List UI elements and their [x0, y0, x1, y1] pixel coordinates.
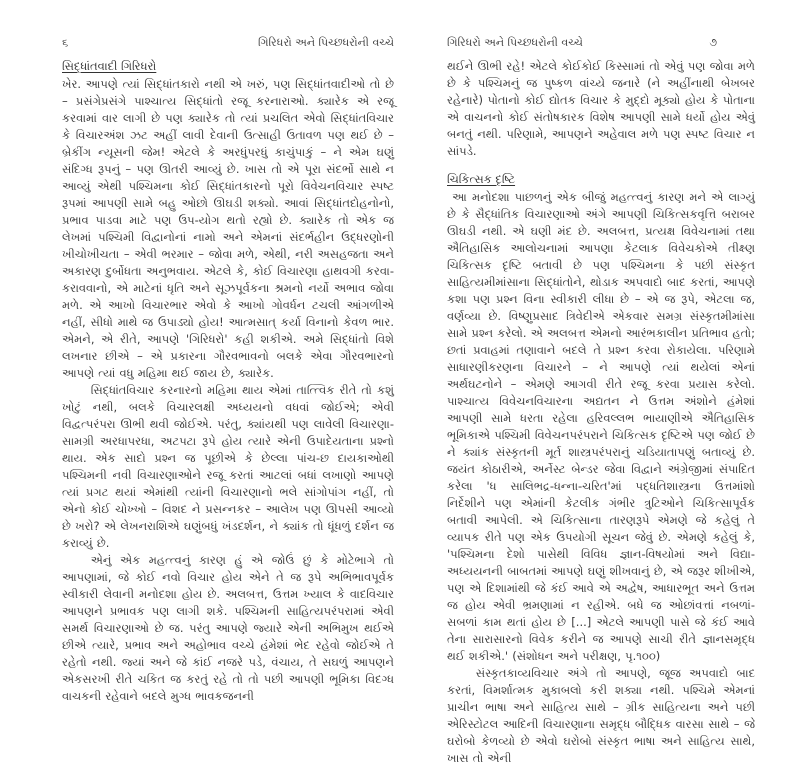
- body-text-right-2: [447, 189, 755, 767]
- page-number-right: ૭: [709, 36, 717, 49]
- running-head-right: ગિરિધરો અને પિચ્છધરોની વચ્ચે: [447, 36, 583, 49]
- paragraph: સિદ્ધાંતવિચાર કરનારનો મહિમા થાય એમાં તાત્ત્વિક રીતે તો કશું ખોટું નથી, બલકે વિચારલક્ષી અધ્યયનો વધવાં જોઈએ; એવી વિદ્વત્પરંપરા ઊભી થવી જોઈએ. પરંતુ, ક્યાંયથી પણ લાવેલી વિચારણા-સામગ્રી અરધાપરધા, અટપટા રૂપે હોય ત્યારે એની ઉપાદેયતાના પ્રશ્નો થાય. એક સાદો પ્રશ્ન જ પૂછીએ કે છેલ્લા પાંચ-છ દાયકાઓથી પશ્ચિમની નવી વિચારણાઓને રજૂ કરતાં આટલાં બધાં લખાણો આપણે ત્યાં પ્રગટ થયાં એમાંથી ત્યાંની વિચારણાનો ભલે સાંગોપાંગ નહીં, તો એનો કોઈ ચોખ્ખો – વિશદ ને પ્રસન્નકર – આલેખ પણ ઊપસી આવ્યો છે ખરો? એ લેખનરાશિએ ઘણુંબધું ખંડદર્શન, ને ક્યાંક તો ધૂંધળું દર્શન જ કરાવ્યું છે.: [62, 383, 394, 550]
- body-text-left: [62, 76, 394, 705]
- page-left: [62, 36, 394, 705]
- page-header-right: [447, 36, 755, 49]
- running-head-left: ગિરિધરો અને પિચ્છધરોની વચ્ચે: [258, 36, 394, 49]
- paragraph: એનું એક મહત્ત્વનું કારણ હું એ જોઉં છું કે મોટેભાગે તો આપણામાં, જે કોઈ નવો વિચાર હોય એને તે જ રૂપે અભિભાવપૂર્વક સ્વીકારી લેવાની મનોદશા હોય છે. અલબત્ત, ઉત્તમ ખ્યાલ કે વાદવિચાર આપણને પ્રભાવક પણ લાગી શકે. પશ્ચિમની સાહિત્યપરંપરામાં એવી સમર્થ વિચારણાઓ છે જ. પરંતુ આપણે જ્યારે એની અભિમુખ થઈએ છીએ ત્યારે, પ્રભાવ અને અહોભાવ વચ્ચે હંમેશાં ભેદ રહેવો જોઈએ તે રહેતો નથી. જ્યાં અને જે કાંઈ નજરે પડે, વંચાય, તે સઘળું આપણને એકસરખી રીતે ચકિત જ કરતું રહે તો તો પછી આપણી ભૂમિકા વિદગ્ધ વાચકની રહેવાને બદલે મુગ્ધ ભાવકજનની: [62, 553, 394, 703]
- paragraph-continued: થઈને ઊભી રહે! એટલે કોઈકોઈ કિસ્સામાં તો એવું પણ જોવા મળે છે કે પશ્ચિમનું જ પુષ્કળ વાંચ્યે જનારે (ને અહીંનાથી બેખબર રહેનારે) પોતાનો કોઈ દ્યોતક વિચાર કે મુદ્દો મૂક્યો હોય કે પોતાના એ વાચનનો કોઈ સંતોષકારક વિશેષ આપણી સામે ધર્યો હોય એવું બનતું નથી. પરિણામે, આપણને અહેવાલ મળે પણ સ્પષ્ટ વિચાર ન સાંપડે.: [447, 59, 755, 158]
- section-heading-right: ચિકિત્સક દૃષ્ટિ: [447, 172, 516, 186]
- section-heading-left: સિદ્ધાંતવાદી ગિરિધરો: [62, 59, 157, 73]
- paragraph: આ મનોદશા પાછળનું એક બીજું મહત્ત્વનું કારણ મને એ લાગ્યું છે કે સૈદ્ધાંતિક વિચારણાઓ અંગે આપણી ચિકિત્સકવૃત્તિ બરાબર ઊઘડી નથી. એ ઘણી મંદ છે. અલબત્ત, પ્રત્યક્ષ વિવેચનામાં તથા ઐતિહાસિક આલોચનામાં આપણા કેટલાક વિવેચકોએ તીક્ષ્ણ ચિકિત્સક દૃષ્ટિ બતાવી છે પણ પશ્ચિમના કે પછી સંસ્કૃત સાહિત્યમીમાંસાના સિદ્ધાંતોને, થોડાક અપવાદો બાદ કરતાં, આપણે કશા પણ પ્રશ્ન વિના સ્વીકારી લીધા છે – એ જ રૂપે, એટલા જ, વર્ણવ્યા છે. વિષ્ણુપ્રસાદ ત્રિવેદીએ એકવાર સમગ્ર સંસ્કૃતમીમાંસા સામે પ્રશ્ન કરેલો. એ અલબત્ત એમનો આરંભકાલીન પ્રતિભાવ હતો; છતાં પ્રવાહમાં તણાવાને બદલે તે પ્રશ્ન કરવા રોકાયેલા. પરિણામે સાધારણીકરણના વિચારને – ને આપણે ત્યાં થયેલાં એનાં અર્થઘટનોને – એમણે આગવી રીતે રજૂ કરવા પ્રયાસ કરેલો. પાશ્ચાત્ય વિવેચનવિચારના અદ્યતન ને ઉત્તમ અંશોને હંમેશાં આપણી સામે ધરતા રહેલા હરિવલ્લભ ભાયાણીએ ઐતિહાસિક ભૂમિકાએ પશ્ચિમી વિવેચનપરંપરાને ચિકિત્સક દૃષ્ટિએ પણ જોઈ છે ને ક્યાંક સંસ્કૃતની મૂર્ત શાસ્ત્રપરંપરાનું ચડિયાતાપણું બતાવ્યું છે. જયંત કોઠારીએ, અર્નેસ્ટ બેન્ડર જેવા વિદ્વાને અંગ્રેજીમાં સંપાદિત કરેલા 'ધ સાલિભદ્ર-ધન્ના-ચરિત'માં પદ્ધતિશાસ્ત્રના ઉત્તમાંશો નિર્દેશીને પણ એમાંની કેટલીક ગંભીર ત્રુટિઓને ચિકિત્સાપૂર્વક બતાવી આપેલી. એ ચિકિત્સાના તારણરૂપે એમણે જે કહેલું તે વ્યાપક રીતે પણ એક ઉપયોગી સૂચન જેવું છે. એમણે કહેલું કે, 'પશ્ચિમના દેશો પાસેથી વિવિધ જ્ઞાન-વિષયોમાં અને વિદ્યા-અધ્યયનની બાબતમાં આપણે ઘણું શીખવાનું છે, એ જરૂર શીખીએ, પણ એ દિશામાંથી જે કંઈ આવે એ અદ્વેષ, આધારભૂત અને ઉત્તમ જ હોય એવી ભ્રમણામાં ન રહીએ. બધે જ ઓછાંવત્તાં નબળાં-સબળાં કામ થતાં હોય છે [...] એટલે આપણી પાસે જે કંઈ આવે તેના સારાસારનો વિવેક કરીને જ આપણે સાચી રીતે જ્ઞાનસમૃદ્ધ થઈ શકીએ.' (સંશોધન અને પરીક્ષણ, પૃ.૧૦૦): [447, 190, 755, 663]
- page-number-left: ૬: [62, 36, 69, 49]
- body-text-right: [447, 58, 755, 160]
- paragraph: સંસ્કૃતકાવ્યવિચાર અંગે તો આપણે, જૂજ અપવાદો બાદ કરતાં, વિમર્શાત્મક મુકાબલો કરી શક્યા નથી. પશ્ચિમે એમનાં પ્રાચીન ભાષા અને સાહિત્ય સાથે – ગ્રીક સાહિત્યના અને પછી એરિસ્ટોટલ આદિની વિચારણાના સમૃદ્ધ બૌદ્ધિક વારસા સાથે – જે ઘરોબો કેળવ્યો છે એવો ઘરોબો સંસ્કૃત ભાષા અને સાહિત્ય સાથે, ખાસ તો એની: [447, 666, 755, 765]
- page-header-left: [62, 36, 394, 49]
- paragraph: ખેર. આપણે ત્યાં સિદ્ધાંતકારો નથી એ ખરું, પણ સિદ્ધાંતવાદીઓ તો છે – પ્રસંગેપ્રસંગે પાશ્ચાત્ય સિદ્ધાંતો રજૂ કરનારાઓ. ક્યારેક એ રજૂ કરવામાં વાર લાગી છે પણ ક્યારેક તો ત્યાં પ્રચલિત એવો સિદ્ધાંતવિચાર કે વિચારઅંશ ઝટ અહીં લાવી દેવાની ઉત્સાહી ઉતાવળ પણ થઈ છે – બ્રેકીંગ ન્યૂસની જેમ! એટલે કે અરધુંપરધું કાચુંપાકું – ને એમ ઘણું સંદિગ્ધ રૂપનું – પણ ઊતરી આવ્યું છે. ખાસ તો એ પૂરા સંદર્ભો સાથે ન આવ્યું એથી પશ્ચિમના કોઈ સિદ્ધાંતકારનો પૂરો વિવેચનવિચાર સ્પષ્ટ રૂપમાં આપણી સામે બહુ ઓછો ઊઘડી શક્યો. આવાં સિદ્ધાંતદોહનોનો, પ્રભાવ પાડવા માટે પણ ઉપ-યોગ થતો રહ્યો છે. ક્યારેક તો એક જ લેખમાં પશ્ચિમી વિદ્વાનોનાં નામો અને એમનાં સંદર્ભહીન ઉદ્ધરણોની ખીચોખીચતા – એવી ભરમાર – જોવા મળે, એથી, નરી અસહજતા અને અકારણ દુર્બોધતા અનુભવાય. એટલે કે, કોઈ વિચારણા હાથવગી કરવા-કરાવવાનો, એ માટેનાં ધૃતિ અને સૂઝપૂર્વકના શ્રમનો નર્યો અભાવ જોવા મળે. એ આખો વિચારભાર એવો કે આખો ગોવર્ધન ટચલી આંગળીએ નહીં, સીધો માથે જ ઉપાડ્યો હોય! આત્મસાત્ કર્યા વિનાનો કેવળ ભાર. એમને, એ રીતે, આપણે 'ગિરિધરો' કહી શકીએ. અમે સિદ્ધાંતો વિશે લખનાર છીએ – એ પ્રકારના ગૌરવભાવનો બલકે એવા ગૌરવભારનો આપણે ત્યાં વધુ મહિમા થઈ જાય છે, ક્યારેક.: [62, 77, 394, 380]
- page-right: [447, 36, 755, 767]
